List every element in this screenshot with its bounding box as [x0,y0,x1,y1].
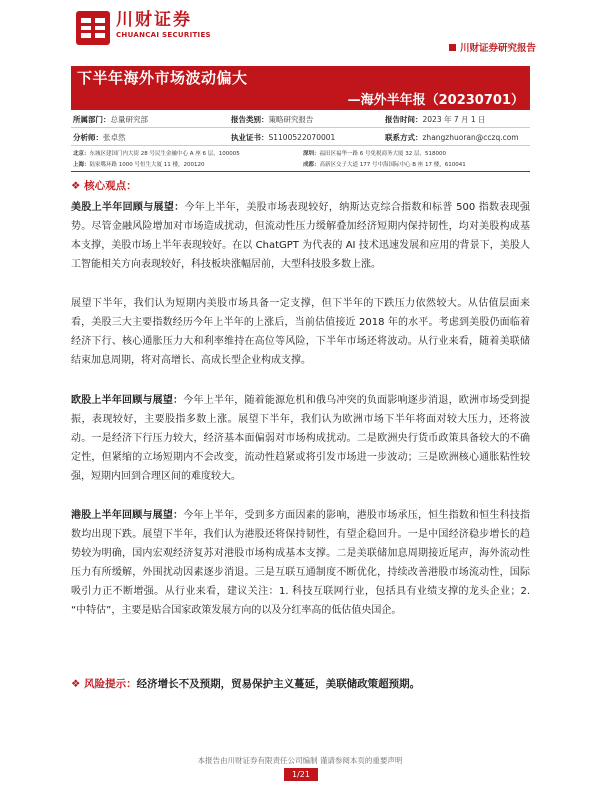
meta-row-1 [71,110,530,128]
brand-cn: 川财证券 [116,10,192,30]
category: 报告类别：策略研究报告 [231,115,314,124]
us-market-section [71,198,530,274]
hk-review: 港股上半年回顾与展望：今年上半年，受到多方面因素的影响，港股市场承压，恒生指数和恒生科技指数均出现下跌。展望下半年，我们认为港股还将保持韧性，有望企稳回升。一是中国经济稳步增长的趋势较为明确，国内宏观经济复苏对港股市场构成基本支撑。二是美联储加息周期接近尾声，海外流动性压力有所缓解，外围扰动因素逐步消退。三是互联互通制度不断优化，持续改善港股市场流动性，国际吸引力正不断增强。从行业来看，建议关注：1. 科技互联网行业，包括具有业绩支撑的龙头企业；2. “中特估”，主要是贴合国家政策发展方向的以及分红率高的低估值央国企。 [71,510,530,616]
report-type-label: 川财证券研究报告 [459,43,536,54]
brand-en: CHUANCAI SECURITIES [116,31,211,39]
company-logo-icon [76,11,110,45]
risk-warning [71,676,420,691]
page-number: 1/21 [284,768,318,781]
diamond-bullet-icon: ❖ [71,180,85,192]
contact[interactable]: 联系方式：zhangzhuoran@cczq.com [385,133,519,142]
risk-label: 风险提示： [84,678,137,690]
certificate: 执业证书：S1100522070001 [231,133,336,142]
address-shenzhen: 深圳：福田区福华一路 6 号免税商务大厦 32 层，518000 [303,151,447,157]
report-meta [71,110,530,172]
office-addresses [71,146,530,172]
address-shanghai: 上海：陆家嘴环路 1000 号恒生大厦 11 楼，200120 [73,162,205,168]
address-beijing: 北京：东城区建国门内大街 28 号民生金融中心 A 座 6 层，100005 [73,151,240,157]
us-outlook-section [71,294,530,370]
square-bullet-icon [449,44,456,51]
report-type [449,40,536,54]
diamond-bullet-icon: ❖ [71,678,85,690]
address-chengdu: 成都：高新区交子大道 177 号中海国际中心 B 座 17 楼，610041 [303,162,466,168]
us-outlook: 展望下半年，我们认为短期内美股市场具备一定支撑，但下半年的下跌压力依然较大。从估值层面来看，美股三大主要指数经历今年上半年的上涨后，当前估值接近 2018 年的水平。考虑到美股仍面临着经济下行、核心通胀压力大和利率维持在高位等风险，下半年市场还将波动。从行业来看，随着美联储结束加息周期，将对高增长、高成长型企业构成支撑。 [71,298,530,366]
page-header [0,0,600,64]
title-banner [71,66,530,110]
report-title: 下半年海外市场波动偏大 [77,69,248,87]
meta-row-2 [71,128,530,146]
eu-review: 欧股上半年回顾与展望：今年上半年，随着能源危机和俄乌冲突的负面影响逐步消退，欧洲市场受到提振，表现较好，主要股指多数上涨。展望下半年，我们认为欧洲市场下半年将面对较大压力，还将波动。一是经济下行压力较大，经济基本面偏弱对市场构成扰动。二是欧洲央行货币政策具备较大的不确定性，但紧缩的立场短期内不会改变，流动性趋紧或将引发市场进一步波动；三是欧洲核心通胀粘性较强，短期内回到合理区间的难度较大。 [71,395,530,482]
analyst: 分析师：张卓然 [73,133,126,142]
core-views-heading: ❖ 核心观点： [71,180,137,192]
risk-text: 经济增长不及预期，贸易保护主义蔓延，美联储政策超预期。 [136,678,421,690]
hk-market-section [71,506,530,620]
report-subtitle: —海外半年报（20230701） [347,93,524,108]
us-review: 美股上半年回顾与展望：今年上半年，美股市场表现较好，纳斯达克综合指数和标普 500 指数表现强势。尽管金融风险增加对市场造成扰动，但流动性压力缓解叠加经济短期内保持韧性，均对美股构成基本支撑，美股市场上半年表现较好。在以 ChatGPT 为代表的 AI 技术迅速发展和应用的背景下，美股人工智能相关方向表现较好，科技板块涨幅居前，大型科技股多数上涨。 [71,202,530,270]
eu-market-section [71,391,530,486]
report-date: 报告时间：2023 年 7 月 1 日 [385,115,486,124]
department: 所属部门：总量研究部 [73,115,148,124]
footer-disclaimer: 本报告由川财证券有限责任公司编制 谨请参阅本页的重要声明 [197,756,403,765]
brand-name [116,10,211,40]
